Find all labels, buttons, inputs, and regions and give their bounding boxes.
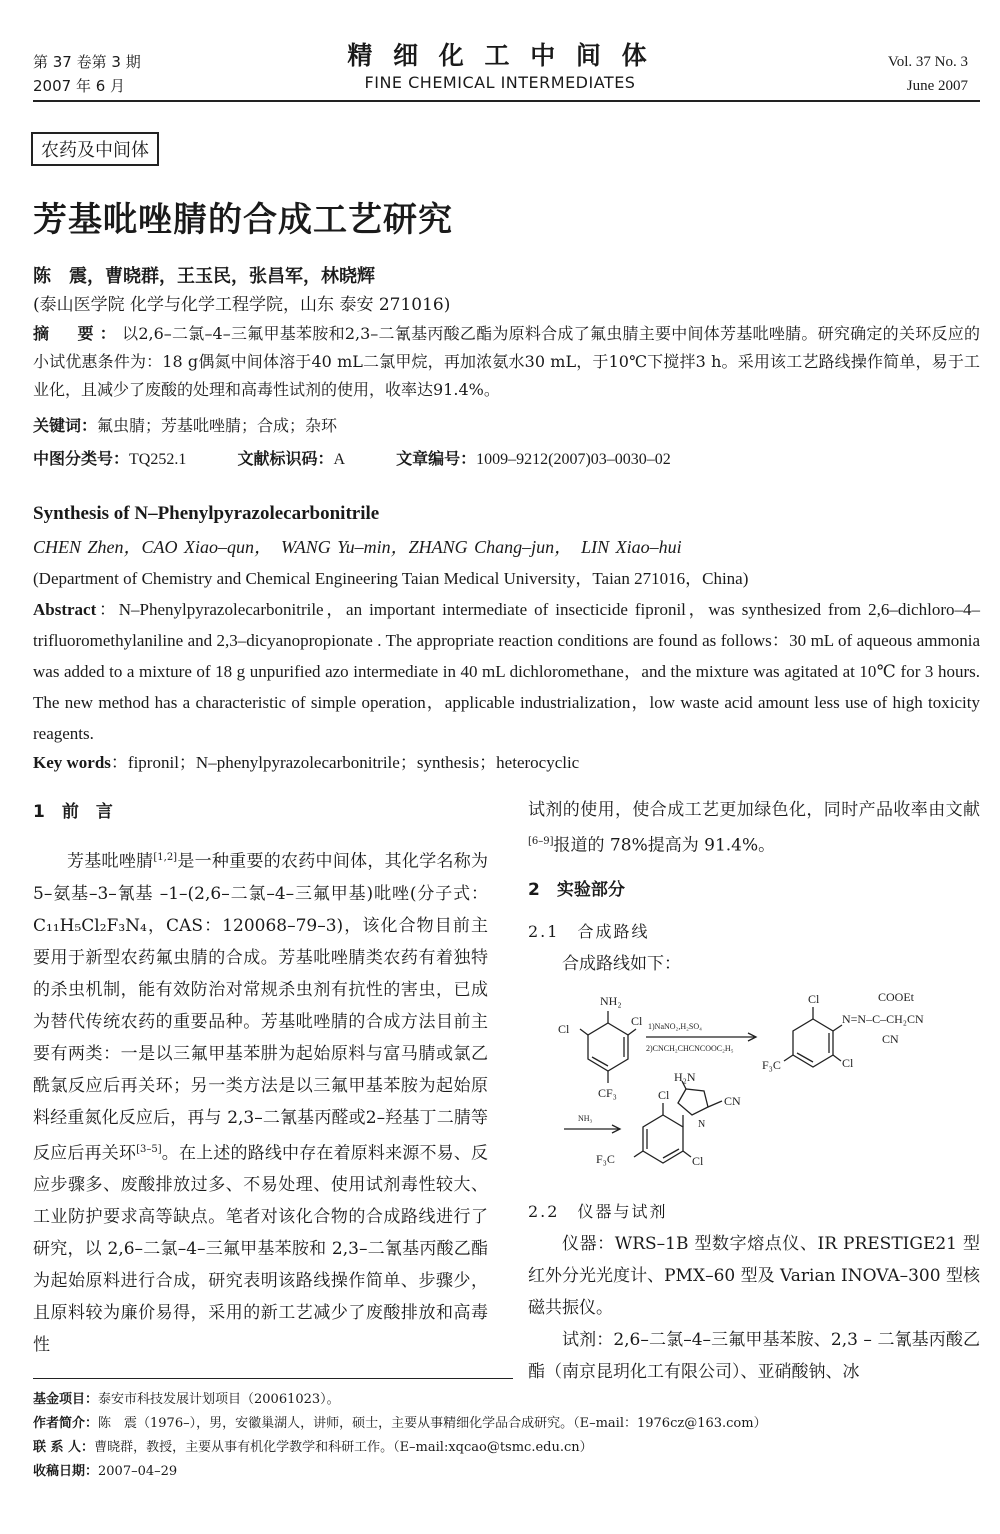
abstract-cn-label: 摘 要： — [33, 324, 123, 343]
section-1-continuation — [528, 794, 980, 862]
footnote-label: 收稿日期： — [33, 1464, 99, 1479]
abstract-en-label: Abstract — [33, 600, 97, 619]
footnote-author — [33, 1412, 980, 1436]
cn-label: CN — [724, 1094, 741, 1108]
citation: [3–5] — [136, 1143, 162, 1155]
footnote-text: 曹晓群，教授，主要从事有机化学教学和科研工作。（E–mail:xqcao@tsmc.edu.cn） — [94, 1440, 593, 1455]
cooet-label: COOEt — [878, 990, 914, 1004]
footnote-text: 陈 震（1976–），男，安徽巢湖人，讲师，硕士，主要从事精细化学品合成研究。（E–mail：1976cz@163.com） — [98, 1416, 767, 1431]
cl-label: Cl — [631, 1014, 643, 1028]
condition-2: 2)CNCH₂CHCNCOOC₂H₅ — [646, 1044, 734, 1053]
footnote-text: 泰安市科技发展计划项目（20061023）。 — [98, 1392, 340, 1407]
cl-label: Cl — [558, 1022, 570, 1036]
footnote-contact — [33, 1436, 980, 1460]
footnote-label: 基金项目： — [33, 1392, 99, 1407]
keywords-en-label: Key words — [33, 753, 111, 772]
footnote-label: 联 系 人： — [33, 1440, 95, 1455]
affiliation-en: (Department of Chemistry and Chemical Engineering Taian Medical University，Taian 271016，China) — [33, 569, 749, 588]
keywords-cn-text: 氟虫腈；芳基吡唑腈；合成；杂环 — [97, 416, 338, 435]
section-1-paragraph — [33, 842, 488, 1361]
article-title-en: Synthesis of N–Phenylpyrazolecarbonitrile — [33, 503, 380, 524]
para-text: 试剂的使用，使合成工艺更加绿色化，同时产品收率由文献 — [528, 800, 980, 820]
doc-code-label: 文献标识码： — [237, 449, 334, 468]
header-divider — [33, 100, 980, 102]
f3c-label: F₃C — [596, 1152, 615, 1166]
condition-1: 1)NaNO₂,H₂SO₄ — [648, 1022, 702, 1031]
n-label: N — [698, 1119, 706, 1130]
citation: [6–9] — [528, 836, 554, 847]
journal-title-en: FINE CHEMICAL INTERMEDIATES — [364, 73, 636, 92]
footnotes — [33, 1388, 980, 1484]
footnote-label: 作者简介： — [33, 1416, 99, 1431]
reagents-paragraph: 试剂：2,6–二氯–4–三氟甲基苯胺、2,3 – 二氰基丙酸乙酯（南京昆玥化工有限公司）、亚硝酸钠、冰 — [528, 1330, 980, 1382]
clc-value: TQ252.1 — [129, 451, 187, 468]
cl-label: Cl — [658, 1088, 670, 1102]
para-text: 。在上述的路线中存在着原料来源不易、反应步骤多、废酸排放过多、不易处理、使用试剂毒性较大、工业防护要求高等缺点。笔者对该化合物的合成路线进行了研究，以 2,6–二氯–4–三氟甲基苯胺和 2,3–二氰基丙酸乙酯为起始原料进行合成，研究表明该路线操作简单、步骤少，且原料较为廉价易得，采用的新工艺减少了废酸排放和高毒性 — [33, 1143, 489, 1356]
footnote-received — [33, 1460, 980, 1484]
abstract-en-text: ：N–Phenylpyrazolecarbonitrile，an important intermediate of insecticide fipronil，was synthesized from 2,6–dichloro–4–trifluoromethylaniline and 2,3–dicyanopropionate . The appropriate reaction conditions are found as follows：30 mL of aqueous ammonia was added to a mixture of 18 g unpurified azo intermediate in 40 mL dichloromethane，and the mixture was agitated at 10℃ for 3 hours. The new method has a characteristic of simple operation，applicable industrialization，low waste acid amount less use of high toxicity reagents. — [33, 600, 980, 743]
azo-chain: N=N–C–CH₂CN — [842, 1012, 924, 1026]
subsection-2-1-heading: 2.1 合成路线 — [528, 921, 650, 941]
cl-label: Cl — [842, 1056, 854, 1070]
f3c-label: F₃C — [762, 1058, 781, 1072]
abstract-cn-text: 以2,6–二氯–4–三氟甲基苯胺和2,3–二氰基丙酸乙酯为原料合成了氟虫腈主要中间体芳基吡唑腈。研究确定的关环反应的小试优惠条件为：18 g偶氮中间体溶于40 mL二氯甲烷，再加浓氨水30 mL，于10℃下搅拌3 h。采用该工艺路线操作简单，易于工业化，且减少了废酸的处理和高毒性试剂的使用，收率达91.4%。 — [33, 324, 980, 399]
issue-volume: 第 37 卷第 3 期 — [33, 53, 141, 71]
cl-label: Cl — [808, 992, 820, 1006]
footnote-text: 2007–04–29 — [98, 1464, 178, 1479]
footnote-divider — [33, 1378, 513, 1379]
journal-title-cn: 精 细 化 工 中 间 体 — [347, 41, 653, 70]
issue-date-en: June 2007 — [906, 78, 968, 94]
classification-line — [33, 446, 980, 469]
instruments-paragraph: 仪器：WRS–1B 型数字熔点仪、IR PRESTIGE21 型红外分光光度计、PMX–60 型及 Varian INOVA–300 型核磁共振仪。 — [528, 1234, 980, 1318]
para-text: 芳基吡唑腈 — [67, 851, 154, 872]
para-text: 是一种重要的农药中间体，其化学名称为5–氨基–3–氰基 –1–(2,6–二氯–4–三氟甲基)吡唑(分子式：C₁₁H₅Cl₂F₃N₄，CAS：120068–79–3)，该化合物目前主要用于新型农药氟虫腈的合成。芳基吡唑腈类农药有着独特的杀虫机制，能有效防治对常规杀虫剂有抗性的害虫，已成为替代传统农药的重要品种。芳基吡唑腈的合成方法目前主要有两类：一是以三氟甲基苯肼为起始原料与富马腈或氯乙酰氯反应后再关环；另一类方法是以三氟甲基苯胺为起始原料经重氮化反应后，再与 2,3–二氰基丙醛或2–羟基丁二腈等反应后再关环 — [33, 851, 489, 1164]
keywords-en-text: ：fipronil；N–phenylpyrazolecarbonitrile；synthesis；heterocyclic — [110, 753, 580, 772]
abstract-en — [33, 594, 980, 749]
nh2-label: NH₂ — [600, 994, 622, 1008]
body-right-column — [528, 794, 980, 980]
body-left-column — [33, 796, 488, 1361]
para-text: 报道的 78%提高为 91.4%。 — [553, 835, 776, 856]
reaction-scheme — [528, 985, 980, 1185]
section-1-heading: 1 前 言 — [33, 802, 113, 822]
section-2-heading: 2 实验部分 — [528, 879, 625, 900]
column-tag: 农药及中间体 — [31, 132, 159, 166]
keywords-en — [33, 748, 579, 773]
doc-code-value: A — [333, 451, 346, 468]
scheme-intro: 合成路线如下： — [562, 953, 681, 974]
nh3-label: NH₃ — [578, 1114, 593, 1123]
keywords-cn — [33, 413, 337, 436]
article-no-label: 文章编号： — [396, 449, 477, 468]
issue-date: 2007 年 6 月 — [33, 77, 126, 95]
journal-title — [0, 40, 1000, 94]
keywords-cn-label: 关键词： — [33, 416, 98, 435]
affiliation-cn: (泰山医学院 化学与化学工程学院，山东 泰安 271016) — [33, 295, 451, 315]
abstract-cn — [33, 320, 980, 404]
cl-label: Cl — [692, 1154, 704, 1168]
citation: [1,2] — [153, 852, 178, 863]
cn-label: CN — [882, 1032, 899, 1046]
clc-label: 中图分类号： — [33, 449, 130, 468]
subsection-2-2-heading: 2.2 仪器与试剂 — [528, 1202, 668, 1221]
section-2-2 — [528, 1196, 980, 1388]
footnote-fund — [33, 1388, 980, 1412]
authors-cn: 陈 震，曹晓群，王玉民，张昌军，林晓辉 — [33, 266, 375, 287]
article-no-value: 1009–9212(2007)03–0030–02 — [476, 451, 671, 468]
h2n-label: H₂N — [674, 1070, 696, 1084]
article-title: 芳基吡唑腈的合成工艺研究 — [33, 200, 453, 240]
cf3-label: CF₃ — [598, 1086, 617, 1100]
issue-volume-en: Vol. 37 No. 3 — [887, 54, 968, 70]
authors-en: CHEN Zhen，CAO Xiao–qun， WANG Yu–min，ZHANG Chang–jun， LIN Xiao–hui — [33, 537, 682, 557]
issue-info-en — [888, 50, 968, 98]
